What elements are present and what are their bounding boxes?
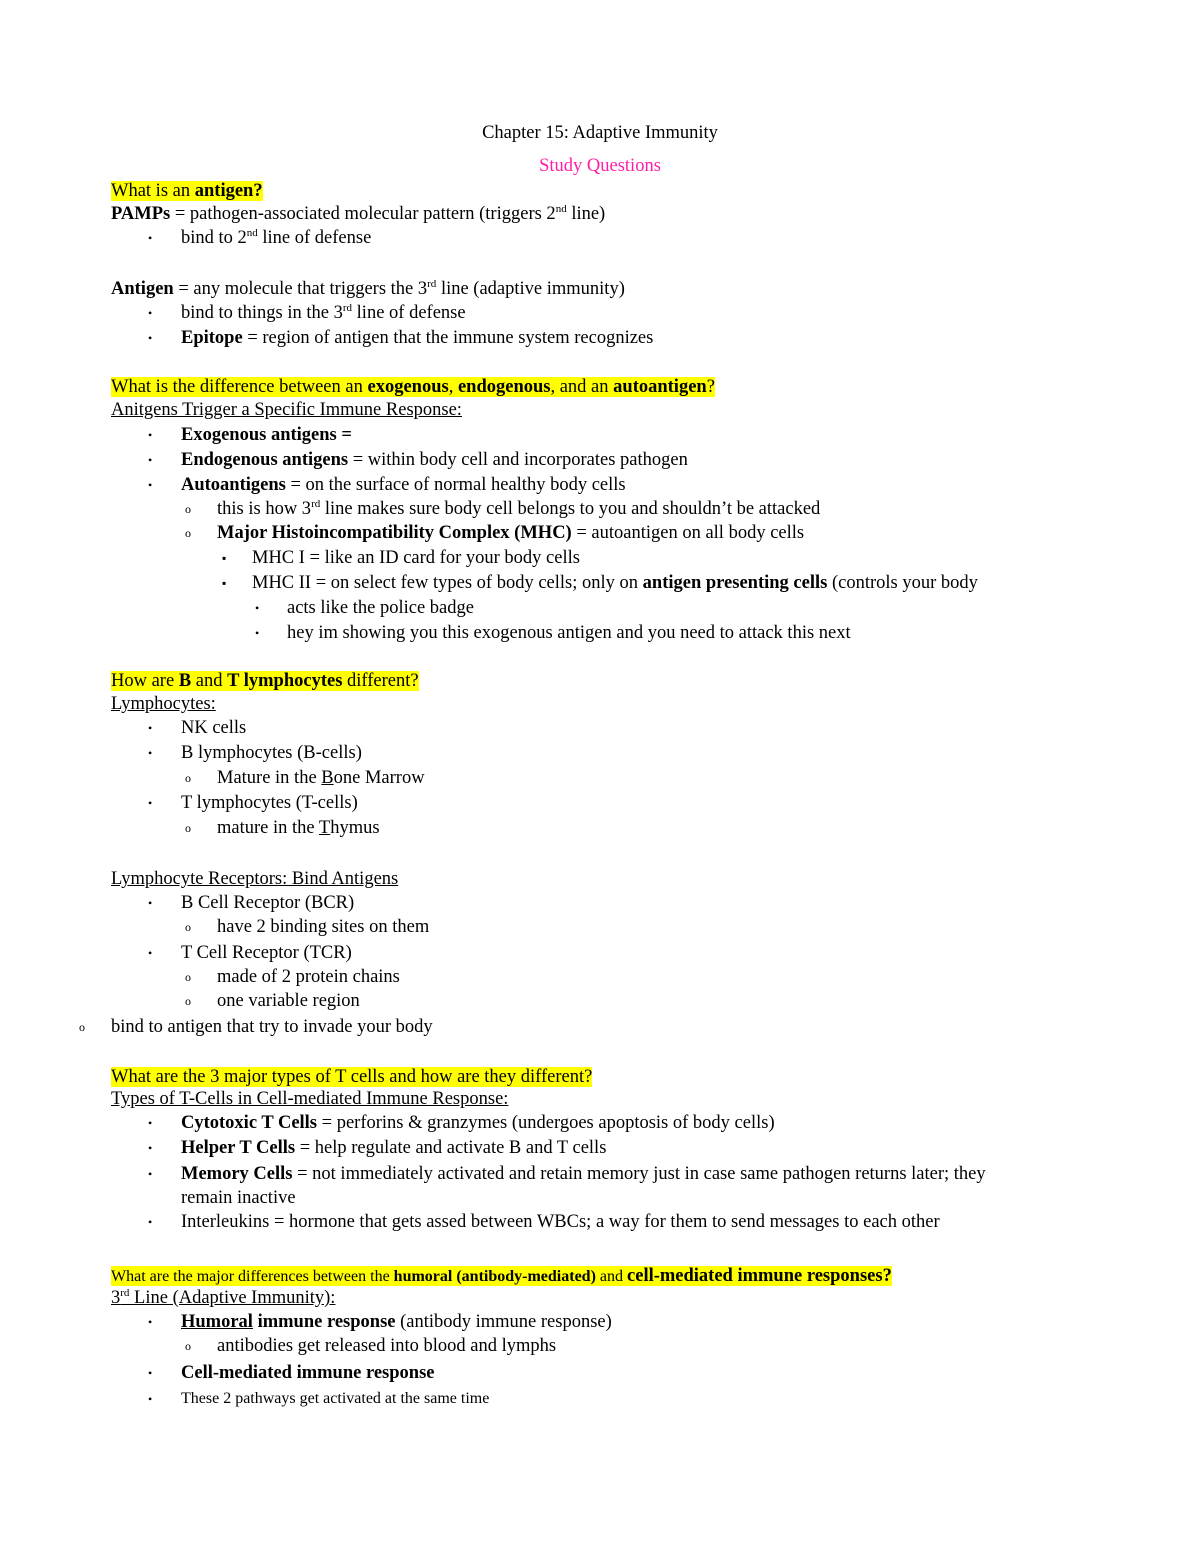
bullet-circle-icon: o <box>185 502 191 516</box>
list-item: Helper T Cells = help regulate and activate B and T cells <box>181 1138 607 1158</box>
list-item-continuation: remain inactive <box>181 1188 296 1208</box>
list-item: this is how 3rd line makes sure body cell belongs to you and shouldn’t be attacked <box>217 497 821 519</box>
bullet-disc-icon: • <box>148 331 153 345</box>
list-item: hey im showing you this exogenous antigen and you need to attack this next <box>287 623 851 643</box>
antigen-definition: Antigen = any molecule that triggers the 3rd line (adaptive immunity) <box>111 277 625 299</box>
list-item: T Cell Receptor (TCR) <box>181 943 352 963</box>
bullet-disc-icon: • <box>148 796 153 810</box>
bullet-disc-icon: • <box>148 1116 153 1130</box>
list-item: Humoral immune response (antibody immune response) <box>181 1312 612 1332</box>
section-heading: Types of T-Cells in Cell-mediated Immune Response: <box>111 1089 509 1109</box>
list-item: B lymphocytes (B-cells) <box>181 743 362 763</box>
bullet-disc-icon: • <box>148 946 153 960</box>
bullet-disc-icon: • <box>148 746 153 760</box>
question-t-cell-types: What are the 3 major types of T cells and how are they different? <box>111 1067 593 1087</box>
question-antigen: What is an antigen? <box>111 181 263 201</box>
bullet-disc-icon: • <box>148 1167 153 1181</box>
bullet-disc-icon: • <box>148 721 153 735</box>
list-item: MHC II = on select few types of body cells; only on antigen presenting cells (controls your body <box>252 573 978 593</box>
list-item: bind to 2nd line of defense <box>181 226 372 248</box>
list-item: one variable region <box>217 991 360 1011</box>
list-item: Cell-mediated immune response <box>181 1363 435 1383</box>
bullet-disc-icon: • <box>148 1215 153 1229</box>
list-item: antibodies get released into blood and lymphs <box>217 1336 557 1356</box>
bullet-circle-icon: o <box>185 994 191 1008</box>
question-lymphocytes: How are B and T lymphocytes different? <box>111 671 419 691</box>
list-item: Epitope = region of antigen that the immune system recognizes <box>181 328 654 348</box>
bullet-circle-icon: o <box>185 970 191 984</box>
list-item: bind to antigen that try to invade your body <box>111 1017 433 1037</box>
bullet-circle-icon: o <box>185 1339 191 1353</box>
pamps-definition: PAMPs = pathogen-associated molecular pattern (triggers 2nd line) <box>111 202 606 224</box>
bullet-disc-icon: • <box>148 896 153 910</box>
list-item: bind to things in the 3rd line of defense <box>181 301 466 323</box>
question-humoral-vs-cell: What are the major differences between the humoral (antibody-mediated) and cell-mediated immune responses? <box>111 1266 892 1286</box>
bullet-disc-icon: • <box>148 1141 153 1155</box>
list-item: Cytotoxic T Cells = perforins & granzymes (undergoes apoptosis of body cells) <box>181 1113 775 1133</box>
bullet-square-icon: ▪ <box>222 576 227 590</box>
list-item: have 2 binding sites on them <box>217 917 430 937</box>
list-item: Exogenous antigens = <box>181 425 352 445</box>
bullet-square-icon: ▪ <box>222 551 227 565</box>
list-item: made of 2 protein chains <box>217 967 400 987</box>
bullet-disc-icon: • <box>148 1392 153 1406</box>
bullet-disc-icon: • <box>148 231 153 245</box>
question-antigen-types: What is the difference between an exogenous, endogenous, and an autoantigen? <box>111 377 715 397</box>
bullet-disc-icon: • <box>148 428 153 442</box>
bullet-circle-icon: o <box>185 771 191 785</box>
list-item: Memory Cells = not immediately activated and retain memory just in case same pathogen returns later; they <box>181 1164 986 1184</box>
bullet-circle-icon: o <box>79 1020 85 1034</box>
list-item: Major Histoincompatibility Complex (MHC) = autoantigen on all body cells <box>217 523 805 543</box>
list-item: mature in the Thymus <box>217 818 380 838</box>
bullet-disc-icon: • <box>255 626 260 640</box>
section-heading: Anitgens Trigger a Specific Immune Response: <box>111 400 462 420</box>
section-heading: Lymphocyte Receptors: Bind Antigens <box>111 869 399 889</box>
list-item: Autoantigens = on the surface of normal healthy body cells <box>181 475 626 495</box>
document-title: Chapter 15: Adaptive Immunity <box>482 123 718 143</box>
list-item: MHC I = like an ID card for your body cells <box>252 548 580 568</box>
list-item: Endogenous antigens = within body cell and incorporates pathogen <box>181 450 688 470</box>
bullet-disc-icon: • <box>148 453 153 467</box>
list-item: Mature in the Bone Marrow <box>217 768 425 788</box>
section-heading: 3rd Line (Adaptive Immunity): <box>111 1286 336 1308</box>
bullet-circle-icon: o <box>185 920 191 934</box>
bullet-disc-icon: • <box>148 1366 153 1380</box>
list-item: acts like the police badge <box>287 598 474 618</box>
section-heading: Lymphocytes: <box>111 694 216 714</box>
list-item: T lymphocytes (T-cells) <box>181 793 358 813</box>
list-item: Interleukins = hormone that gets assed between WBCs; a way for them to send messages to each other <box>181 1212 940 1232</box>
bullet-disc-icon: • <box>255 601 260 615</box>
bullet-disc-icon: • <box>148 1315 153 1329</box>
bullet-disc-icon: • <box>148 478 153 492</box>
bullet-disc-icon: • <box>148 306 153 320</box>
list-item: B Cell Receptor (BCR) <box>181 893 355 913</box>
bullet-circle-icon: o <box>185 821 191 835</box>
bullet-circle-icon: o <box>185 526 191 540</box>
list-item: NK cells <box>181 718 247 738</box>
document-subtitle: Study Questions <box>539 156 661 176</box>
list-item: These 2 pathways get activated at the same time <box>181 1390 490 1407</box>
